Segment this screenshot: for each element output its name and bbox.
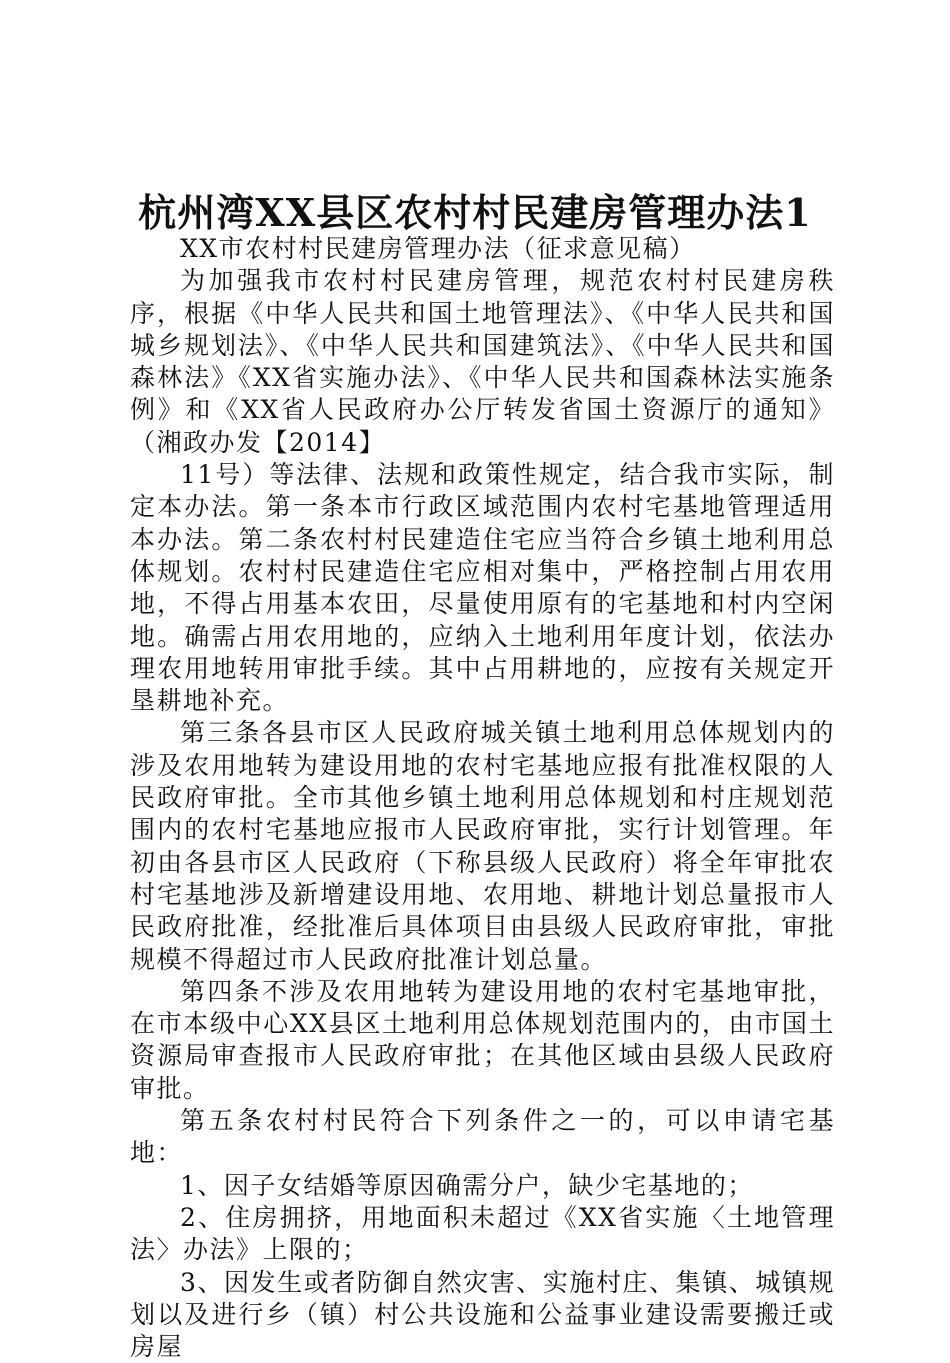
list-item: 2、住房拥挤，用地面积未超过《XX省实施〈土地管理法〉办法》上限的； <box>130 1202 835 1267</box>
document-title: 杭州湾XX县区农村村民建房管理办法1 <box>0 188 950 238</box>
paragraph: 11号）等法律、法规和政策性规定，结合我市实际，制定本办法。第一条本市行政区域范围内农村宅基地管理适用本办法。第二条农村村民建造住宅应当符合乡镇土地利用总体规划。农村村民建造住宅应相对集中，严格控制占用农用地，不得占用基本农田，尽量使用原有的宅基地和村内空闲地。确需占用农用地的，应纳入土地利用年度计划，依法办理农用地转用审批手续。其中占用耕地的，应按有关规定开垦耕地补充。 <box>130 459 835 717</box>
list-item: 3、因发生或者防御自然灾害、实施村庄、集镇、城镇规划以及进行乡（镇）村公共设施和公益事业建设需要搬迁或房屋 <box>130 1267 835 1363</box>
paragraph: 第四条不涉及农用地转为建设用地的农村宅基地审批，在市本级中心XX县区土地利用总体规划范围内的，由市国土资源局审查报市人民政府审批；在其他区域由县级人民政府审批。 <box>130 976 835 1105</box>
paragraph: 第五条农村村民符合下列条件之一的，可以申请宅基地： <box>130 1105 835 1170</box>
list-item: 1、因子女结婚等原因确需分户，缺少宅基地的； <box>130 1170 835 1202</box>
document-body <box>130 233 835 1363</box>
paragraph-subtitle: XX市农村村民建房管理办法（征求意见稿） <box>130 233 835 265</box>
paragraph: 为加强我市农村村民建房管理，规范农村村民建房秩序，根据《中华人民共和国土地管理法》、《中华人民共和国城乡规划法》、《中华人民共和国建筑法》、《中华人民共和国森林法》《XX省实施办法》、《中华人民共和国森林法实施条例》和《XX省人民政府办公厅转发省国土资源厅的通知》（湘政办发【2014】 <box>130 265 835 459</box>
paragraph: 第三条各县市区人民政府城关镇土地利用总体规划内的涉及农用地转为建设用地的农村宅基地应报有批准权限的人民政府审批。全市其他乡镇土地利用总体规划和村庄规划范围内的农村宅基地应报市人民政府审批，实行计划管理。年初由各县市区人民政府（下称县级人民政府）将全年审批农村宅基地涉及新增建设用地、农用地、耕地计划总量报市人民政府批准，经批准后具体项目由县级人民政府审批，审批规模不得超过市人民政府批准计划总量。 <box>130 717 835 975</box>
